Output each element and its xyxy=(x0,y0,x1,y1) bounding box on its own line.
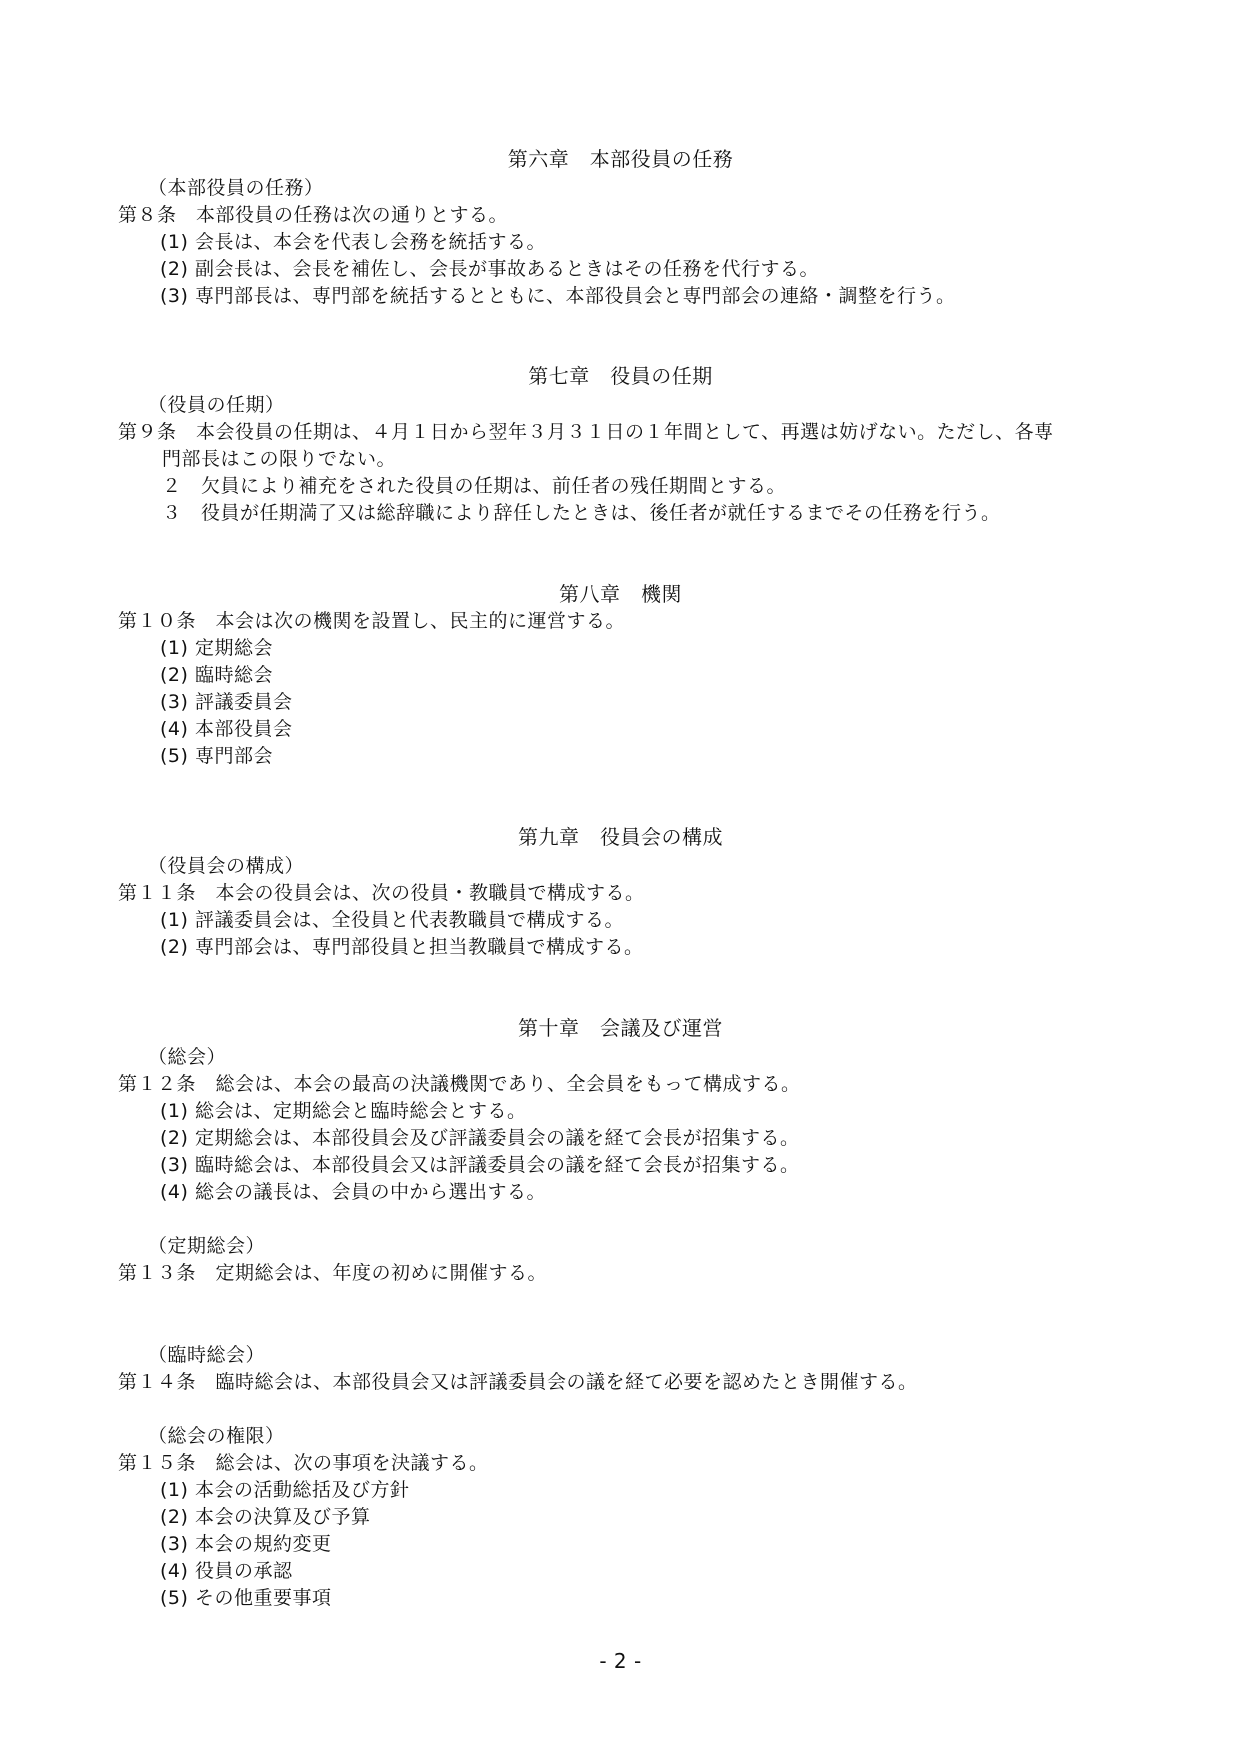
article-15-item-4: (4) 役員の承認 xyxy=(160,1560,293,1582)
chapter-8-title: 第八章 機関 xyxy=(559,582,682,606)
article-9-line-2: 門部長はこの限りでない。 xyxy=(162,448,397,470)
article-10: 第１０条 本会は次の機関を設置し、民主的に運営する。 xyxy=(118,610,626,632)
chapter-9-title: 第九章 役員会の構成 xyxy=(518,825,723,849)
article-13-heading: （定期総会） xyxy=(148,1235,266,1257)
article-12-item-3: (3) 臨時総会は、本部役員会又は評議委員会の議を経て会長が招集する。 xyxy=(160,1154,800,1176)
article-12-item-2: (2) 定期総会は、本部役員会及び評議委員会の議を経て会長が招集する。 xyxy=(160,1127,800,1149)
article-8-heading: （本部役員の任務） xyxy=(148,177,324,199)
article-14-heading: （臨時総会） xyxy=(148,1344,266,1366)
page-number: - 2 - xyxy=(599,1649,642,1673)
chapter-6-title: 第六章 本部役員の任務 xyxy=(507,147,734,171)
article-15: 第１５条 総会は、次の事項を決議する。 xyxy=(118,1452,489,1474)
article-15-item-1: (1) 本会の活動総括及び方針 xyxy=(160,1479,410,1501)
article-8: 第８条 本部役員の任務は次の通りとする。 xyxy=(118,204,509,226)
article-11-item-1: (1) 評議委員会は、全役員と代表教職員で構成する。 xyxy=(160,909,624,931)
article-9-paragraph-2: ２ 欠員により補充をされた役員の任期は、前任者の残任期間とする。 xyxy=(162,475,787,497)
article-10-item-3: (3) 評議委員会 xyxy=(160,691,293,713)
chapter-10-title: 第十章 会議及び運営 xyxy=(518,1016,723,1040)
article-10-item-4: (4) 本部役員会 xyxy=(160,718,293,740)
article-8-item-3: (3) 専門部長は、専門部を統括するとともに、本部役員会と専門部会の連絡・調整を行う。 xyxy=(160,285,956,307)
article-12-item-1: (1) 総会は、定期総会と臨時総会とする。 xyxy=(160,1100,527,1122)
article-15-item-3: (3) 本会の規約変更 xyxy=(160,1533,332,1555)
article-12: 第１２条 総会は、本会の最高の決議機関であり、全会員をもって構成する。 xyxy=(118,1073,801,1095)
article-11-heading: （役員会の構成） xyxy=(148,855,305,877)
article-9-heading: （役員の任期） xyxy=(148,394,285,416)
article-12-heading: （総会） xyxy=(148,1046,227,1068)
article-9-line-1: 第９条 本会役員の任期は、４月１日から翌年３月３１日の１年間として、再選は妨げない。ただし、各専 xyxy=(118,421,1054,443)
article-11: 第１１条 本会の役員会は、次の役員・教職員で構成する。 xyxy=(118,882,645,904)
chapter-7-title: 第七章 役員の任期 xyxy=(528,364,713,388)
article-15-item-5: (5) その他重要事項 xyxy=(160,1587,332,1609)
article-10-item-5: (5) 専門部会 xyxy=(160,745,273,767)
article-8-item-2: (2) 副会長は、会長を補佐し、会長が事故あるときはその任務を代行する。 xyxy=(160,258,819,280)
article-15-heading: （総会の権限） xyxy=(148,1425,285,1447)
article-11-item-2: (2) 専門部会は、専門部役員と担当教職員で構成する。 xyxy=(160,936,644,958)
article-13: 第１３条 定期総会は、年度の初めに開催する。 xyxy=(118,1262,548,1284)
article-9-paragraph-3: ３ 役員が任期満了又は総辞職により辞任したときは、後任者が就任するまでその任務を行う。 xyxy=(162,502,1001,524)
article-10-item-1: (1) 定期総会 xyxy=(160,637,273,659)
article-8-item-1: (1) 会長は、本会を代表し会務を統括する。 xyxy=(160,231,546,253)
article-10-item-2: (2) 臨時総会 xyxy=(160,664,273,686)
article-15-item-2: (2) 本会の決算及び予算 xyxy=(160,1506,371,1528)
article-14: 第１４条 臨時総会は、本部役員会又は評議委員会の議を経て必要を認めたとき開催する。 xyxy=(118,1371,918,1393)
article-12-item-4: (4) 総会の議長は、会員の中から選出する。 xyxy=(160,1181,546,1203)
